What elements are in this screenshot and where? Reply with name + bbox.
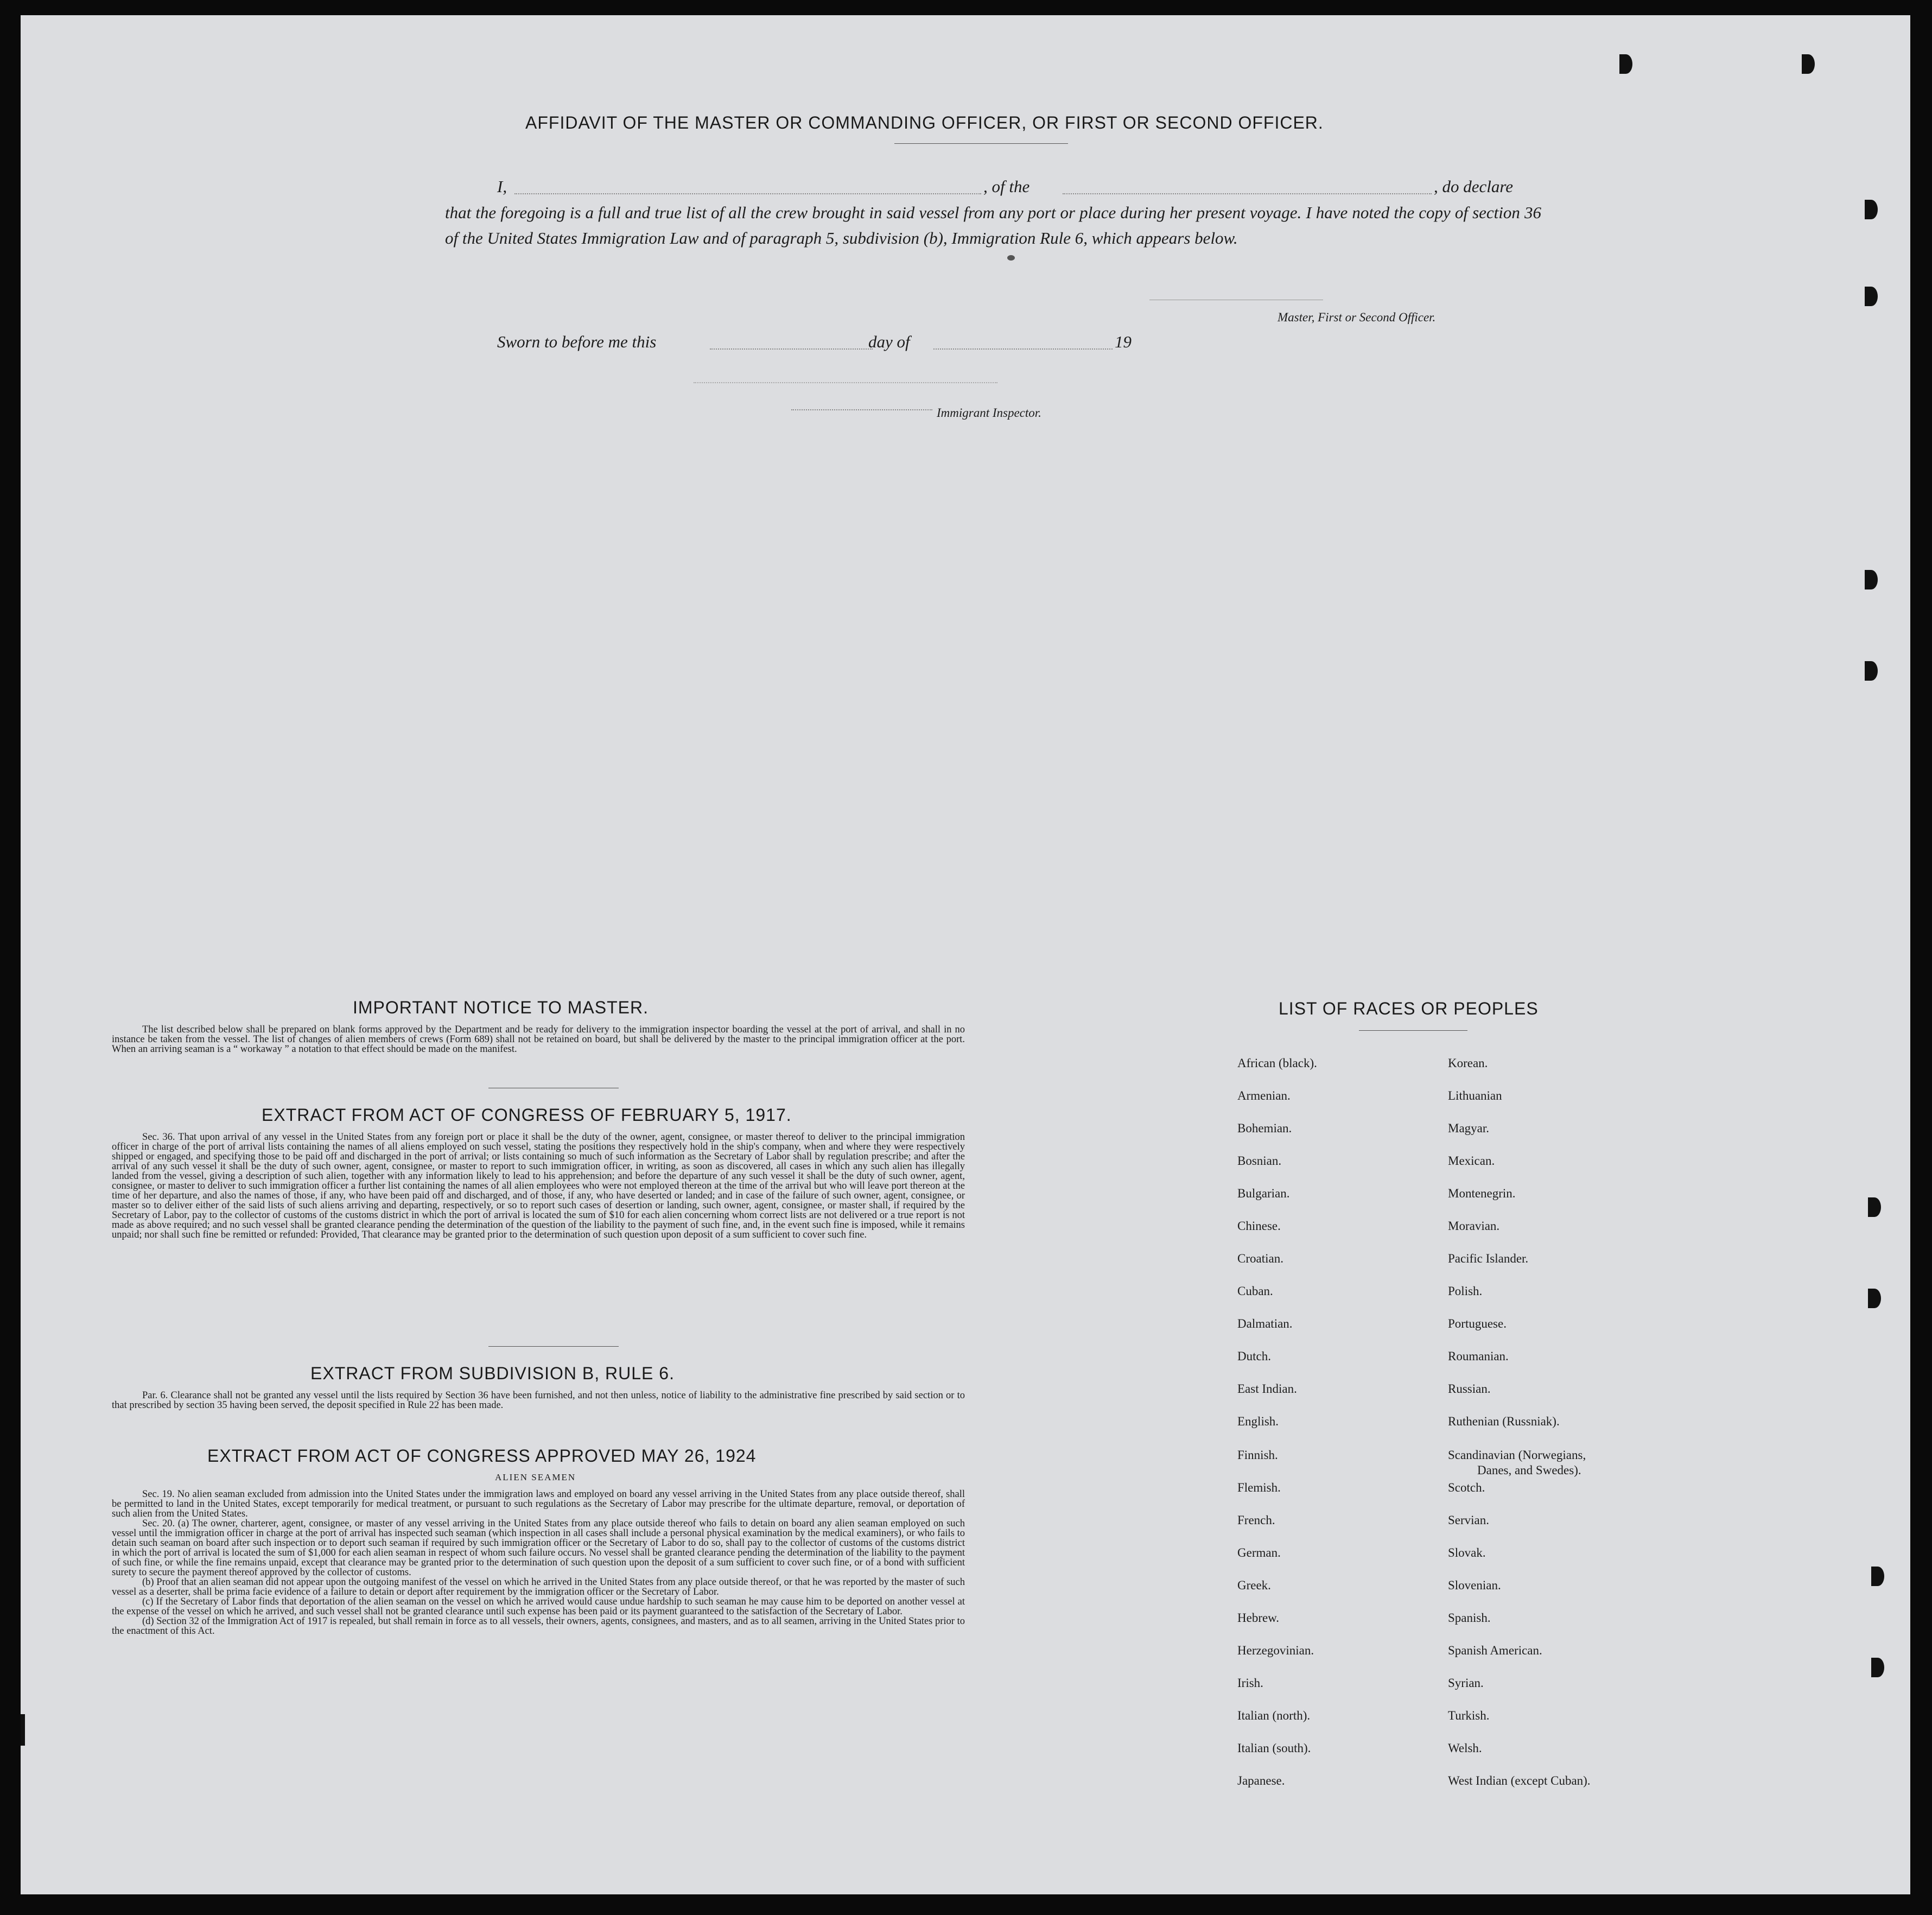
- punch-hole: [1871, 1658, 1884, 1677]
- race-item: Korean.: [1448, 1056, 1488, 1070]
- race-item: Polish.: [1448, 1284, 1483, 1298]
- vessel-name-line: [1063, 193, 1432, 194]
- section-36-paragraph: Sec. 36. That upon arrival of any vessel in the United States from any foreign port or place it shall be the duty of the owner, agent, consignee, or master thereof to deliver to the principal immigration officer in charge of the port of arrival lists containing the names of all aliens employed on such vessel, stating the positions they respectively hold in the ship's company, when and where they were respectively shipped or engaged, and specifying those to be paid off and discharged in the port of arrival; or lists containing so much of such information as the Secretary of Labor shall by regulation prescribe; and after the arrival of any such vessel it shall be the duty of such owner, agent, consignee, or master to report to such immigration officer, in writing, as soon as discovered, all cases in which any such alien has illegally landed from the vessel, giving a description of such alien, together with any information likely to lead to his apprehension; and before the departure of any such vessel it shall be the duty of such owner, agent, consignee, or master to deliver to such immigration officer a further list containing the names of all alien employees who were not employed thereon at the time of the arrival but who will leave port thereon at the time of her departure, and also the names of those, if any, who have been paid off and discharged, and of those, if any, who have deserted or landed; and in case of the failure of such owner, agent, consignee, or master so to deliver either of the said lists of such aliens arriving and departing, respectively, or so to report such cases of desertion or landing, such owner, agent, consignee, or master shall, if required by the Secretary of Labor, pay to the collector of customs of the customs district in which the port of arrival is located the sum of $10 for each alien concerning whom correct lists are not delivered or a true report is not made as above required; and no such vessel shall be granted clearance pending the determination of the question of the liability to the payment of such fine, and, in the event such fine is imposed, while it remains unpaid; nor shall such fine be remitted or refunded: Provided, That clearance may be granted prior to the determination of such question upon deposit of a sum sufficient to cover such fine.: [112, 1132, 965, 1240]
- section-20d-paragraph: (d) Section 32 of the Immigration Act of 1917 is repealed, but shall remain in force as to all vessels, their owners, agents, consignees, and masters, and as to all seamen, arriving in the United States prior to the enactment of this Act.: [112, 1616, 965, 1637]
- race-item: Russian.: [1448, 1382, 1491, 1396]
- races-title: LIST OF RACES OR PEOPLES: [1279, 999, 1539, 1018]
- rule-6-paragraph: Par. 6. Clearance shall not be granted any vessel until the lists required by Section 36 have been furnished, and not then unless, notice of liability to the administrative fine prescribed by said section or to that prescribed by section 35 having been served, the deposit specified in Rule 22 has been made.: [112, 1390, 965, 1411]
- notice-paragraph: The list described below shall be prepared on blank forms approved by the Department and be ready for delivery to the immigration inspector boarding the vessel at the port of arrival, and shall in no instance be taken from the vessel. The list of changes of alien members of crews (Form 689) shall not be retained on board, but shall be delivered by the master to the principal immigration officer at the port. When an arriving seaman is a “ workaway ” a notation to that effect should be made on the manifest.: [112, 1024, 965, 1055]
- vessel-prefix: , of the: [983, 177, 1030, 196]
- race-item: French.: [1237, 1513, 1275, 1527]
- sworn-day-line: [710, 348, 873, 350]
- race-item: Roumanian.: [1448, 1349, 1509, 1363]
- races-divider: [1359, 1030, 1467, 1031]
- race-item: Portuguese.: [1448, 1317, 1507, 1330]
- punch-hole: [1802, 54, 1815, 74]
- race-item: Italian (north).: [1237, 1709, 1311, 1722]
- punch-hole: [1871, 1567, 1884, 1586]
- race-item: Scotch.: [1448, 1481, 1485, 1494]
- race-item: English.: [1237, 1415, 1279, 1428]
- edge-mark: [21, 1714, 25, 1746]
- document-page: [21, 15, 1910, 1894]
- notice-text: [112, 1025, 965, 1054]
- extract-1924-title: EXTRACT FROM ACT OF CONGRESS APPROVED MAY 26, 1924: [207, 1446, 757, 1466]
- declarant-name-line: [514, 193, 981, 194]
- race-item: Cuban.: [1237, 1284, 1273, 1298]
- race-item: Japanese.: [1237, 1774, 1285, 1787]
- race-item: Dutch.: [1237, 1349, 1271, 1363]
- race-item: Magyar.: [1448, 1121, 1490, 1135]
- section-19-paragraph: Sec. 19. No alien seaman excluded from admission into the United States under the immigration laws and employed on board any vessel arriving in the United States from any place outside thereof, shall be permitted to land in the United States, except temporarily for medical treatment, or pursuant to such regulations as the Secretary of Labor may prescribe for the ultimate departure, removal, or deportation of such alien from the United States.: [112, 1489, 965, 1519]
- race-item: Ruthenian (Russniak).: [1448, 1415, 1560, 1428]
- race-item: Spanish.: [1448, 1611, 1491, 1625]
- declarant-prefix: I,: [497, 177, 507, 196]
- race-item: Chinese.: [1237, 1219, 1281, 1233]
- punch-hole: [1865, 661, 1878, 681]
- race-item: Servian.: [1448, 1513, 1490, 1527]
- inspector-name-line: [791, 409, 932, 410]
- punch-hole: [1868, 1197, 1881, 1217]
- race-item: Turkish.: [1448, 1709, 1490, 1722]
- race-item: Italian (south).: [1237, 1741, 1311, 1755]
- extract-1917-title: EXTRACT FROM ACT OF CONGRESS OF FEBRUARY 5, 1917.: [262, 1105, 792, 1125]
- race-item: West Indian (except Cuban).: [1448, 1774, 1591, 1787]
- race-item: Pacific Islander.: [1448, 1252, 1529, 1265]
- extract-1917-divider: [488, 1346, 619, 1347]
- alien-seamen-subtitle: ALIEN SEAMEN: [495, 1472, 576, 1482]
- inspector-caption: Immigrant Inspector.: [937, 406, 1041, 420]
- race-item: Syrian.: [1448, 1676, 1484, 1690]
- race-item: Finnish.: [1237, 1448, 1278, 1462]
- section-20c-paragraph: (c) If the Secretary of Labor finds that deportation of the alien seaman on the vessel on which he arrived would cause undue hardship to such seaman he may cause him to be deported on another vessel at the expense of the vessel on which he arrived, and such vessel shall not be granted clearance until such expense has been paid or its payment guaranteed to the satisfaction of the Secretary of Labor.: [112, 1596, 965, 1617]
- punch-hole: [1865, 570, 1878, 589]
- race-item: Hebrew.: [1237, 1611, 1280, 1625]
- race-item: Croatian.: [1237, 1252, 1283, 1265]
- punch-hole: [1868, 1289, 1881, 1308]
- punch-hole: [1619, 54, 1632, 74]
- punch-hole: [1865, 200, 1878, 219]
- declare-text: , do declare: [1434, 177, 1514, 196]
- extract-1917-text: [112, 1132, 965, 1240]
- race-item: Scandinavian (Norwegians,: [1448, 1448, 1586, 1462]
- race-item: Montenegrin.: [1448, 1187, 1516, 1200]
- race-item: Spanish American.: [1448, 1644, 1542, 1657]
- rule-6-text: [112, 1391, 965, 1410]
- affidavit-title: AFFIDAVIT OF THE MASTER OR COMMANDING OFFICER, OR FIRST OR SECOND OFFICER.: [525, 113, 1324, 132]
- race-item: Moravian.: [1448, 1219, 1500, 1233]
- sworn-text: Sworn to before me this: [497, 332, 657, 351]
- year-prefix: 19: [1115, 332, 1132, 351]
- signature-caption: Master, First or Second Officer.: [1278, 310, 1436, 324]
- race-item: Slovak.: [1448, 1546, 1486, 1559]
- section-20a-paragraph: Sec. 20. (a) The owner, charterer, agent, consignee, or master of any vessel arriving in the United States from any place outside thereof who fails to detain on board any alien seaman employed on such vessel until the immigration officer in charge at the port of arrival has inspected such seaman (which inspection in all cases shall include a personal physical examination by the medical examiners), or who fails to detain such seaman on board after such inspection or to deport such seaman if required by such immigration officer or the Secretary of Labor to do so, shall pay to the collector of customs of the customs district in which the port of arrival is located the sum of $1,000 for each alien seaman in respect of whom such failure occurs. No vessel shall be granted clearance pending the determination of the liability to the payment of such fine, or while the fine remains unpaid, except that clearance may be granted prior to the determination of such question upon the deposit of a sum sufficient to cover such fine, or of a bond with sufficient surety to secure the payment thereof approved by the collector of customs.: [112, 1518, 965, 1578]
- affidavit-statement: [445, 200, 1541, 251]
- race-item: East Indian.: [1237, 1382, 1297, 1396]
- title-divider: [894, 143, 1068, 144]
- race-item: Flemish.: [1237, 1481, 1281, 1494]
- notice-title: IMPORTANT NOTICE TO MASTER.: [353, 998, 649, 1017]
- race-item: Lithuanian: [1448, 1089, 1502, 1102]
- race-item: Bulgarian.: [1237, 1187, 1290, 1200]
- race-item: African (black).: [1237, 1056, 1317, 1070]
- race-item: Bosnian.: [1237, 1154, 1282, 1168]
- day-of-text: day of: [868, 332, 910, 351]
- race-item: German.: [1237, 1546, 1281, 1559]
- race-item: Welsh.: [1448, 1741, 1482, 1755]
- ink-speck: [1007, 255, 1015, 261]
- punch-hole: [1865, 287, 1878, 306]
- race-item: Mexican.: [1448, 1154, 1495, 1168]
- race-item: Dalmatian.: [1237, 1317, 1293, 1330]
- race-item: Bohemian.: [1237, 1121, 1292, 1135]
- section-20b-paragraph: (b) Proof that an alien seaman did not appear upon the outgoing manifest of the vessel on which he arrived in the United States from any place outside thereof, or that he was reported by the master of such vessel as a deserter, shall be prima facie evidence of a failure to detain or deport after requirement by the immigration officer or the Secretary of Labor.: [112, 1577, 965, 1597]
- sworn-month-line: [933, 348, 1113, 350]
- rule-6-title: EXTRACT FROM SUBDIVISION B, RULE 6.: [310, 1364, 675, 1383]
- inspector-signature-line: [694, 382, 997, 383]
- race-item: Herzegovinian.: [1237, 1644, 1314, 1657]
- affidavit-body-text: that the foregoing is a full and true list of all the crew brought in said vessel from any port or place during her present voyage. I have noted the copy of section 36 of the United States Immigration Law and of paragraph 5, subdivision (b), Immigration Rule 6, which appears below.: [445, 203, 1541, 248]
- race-item: Danes, and Swedes).: [1477, 1463, 1581, 1477]
- extract-1924-text: [112, 1489, 965, 1636]
- race-item: Greek.: [1237, 1578, 1271, 1592]
- race-item: Armenian.: [1237, 1089, 1291, 1102]
- race-item: Irish.: [1237, 1676, 1263, 1690]
- race-item: Slovenian.: [1448, 1578, 1501, 1592]
